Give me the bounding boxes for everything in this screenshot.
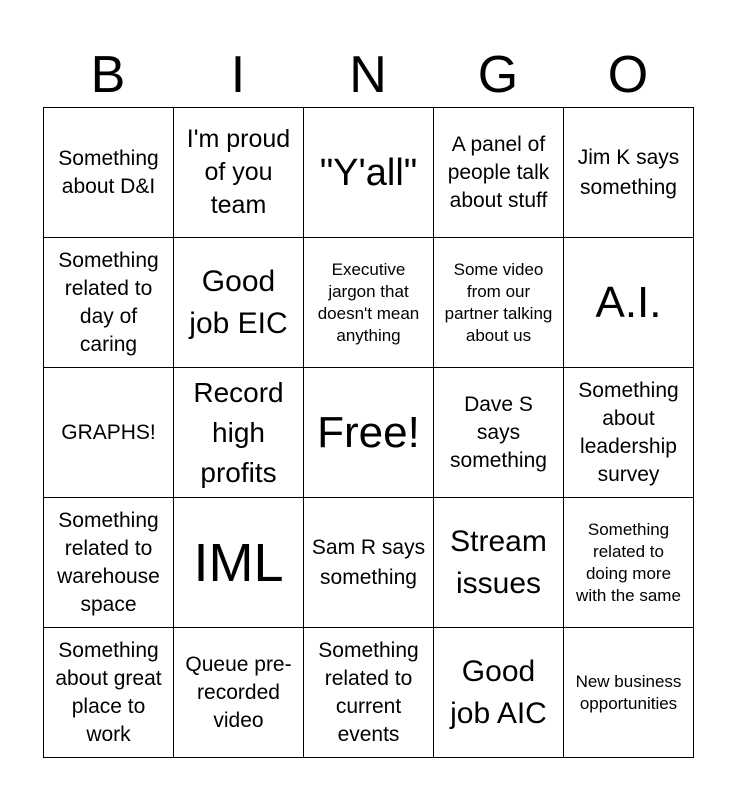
- cell-text: Something about great place to work: [55, 638, 162, 746]
- bingo-cell-r4c5[interactable]: [563, 497, 693, 627]
- bingo-cell-r5c5[interactable]: [563, 627, 693, 757]
- header-letter-n: N: [349, 46, 387, 104]
- cell-text: Good job AIC: [450, 654, 547, 730]
- cell-text: Something related to day of caring: [58, 248, 159, 356]
- bingo-cell-r4c3[interactable]: [303, 497, 433, 627]
- bingo-cell-r3c2[interactable]: [173, 367, 303, 497]
- cell-text: A panel of people talk about stuff: [447, 132, 550, 212]
- bingo-cell-r3c3[interactable]: [303, 367, 433, 497]
- cell-text: Something related to doing more with the same: [576, 519, 681, 605]
- bingo-cell-r4c2[interactable]: [173, 497, 303, 627]
- bingo-cell-r1c2[interactable]: [173, 107, 303, 237]
- cell-text: Record high profits: [193, 376, 284, 488]
- bingo-cell-r1c1[interactable]: [43, 107, 173, 237]
- bingo-cell-r2c3[interactable]: [303, 237, 433, 367]
- cell-text: GRAPHS!: [61, 420, 156, 444]
- header-letter-g: G: [477, 46, 519, 104]
- cell-text: Executive jargon that doesn't mean anything: [317, 259, 420, 345]
- bingo-cell-r4c1[interactable]: [43, 497, 173, 627]
- bingo-board: [43, 107, 694, 758]
- cell-text: Sam R says something: [311, 535, 426, 589]
- cell-text: I'm proud of you team: [186, 125, 291, 219]
- bingo-cell-r5c3[interactable]: [303, 627, 433, 757]
- header-letter-b: B: [90, 46, 126, 104]
- bingo-cell-r5c2[interactable]: [173, 627, 303, 757]
- bingo-cell-r2c5[interactable]: [563, 237, 693, 367]
- bingo-cell-r5c4[interactable]: [433, 627, 563, 757]
- cell-text: IML: [193, 532, 284, 593]
- bingo-cell-r2c4[interactable]: [433, 237, 563, 367]
- cell-text: Free!: [317, 407, 420, 457]
- cell-text: Jim K says something: [577, 145, 680, 199]
- bingo-cell-r1c3[interactable]: [303, 107, 433, 237]
- cell-text: Something about leadership survey: [578, 378, 679, 486]
- bingo-cell-r3c4[interactable]: [433, 367, 563, 497]
- cell-text: New business opportunities: [575, 671, 682, 713]
- bingo-cell-r1c4[interactable]: [433, 107, 563, 237]
- bingo-cell-r4c4[interactable]: [433, 497, 563, 627]
- cell-text: A.I.: [595, 277, 662, 327]
- bingo-cell-r2c1[interactable]: [43, 237, 173, 367]
- cell-text: Something related to warehouse space: [57, 508, 160, 616]
- cell-text: Some video from our partner talking about us: [444, 259, 553, 345]
- cell-text: Something related to current events: [318, 638, 419, 746]
- cell-text: Something about D&I: [58, 146, 159, 198]
- bingo-cell-r3c5[interactable]: [563, 367, 693, 497]
- bingo-cell-r5c1[interactable]: [43, 627, 173, 757]
- cell-text: Stream issues: [450, 524, 547, 600]
- bingo-header: [43, 44, 693, 106]
- cell-text: Queue pre-recorded video: [185, 652, 292, 732]
- bingo-cell-r1c5[interactable]: [563, 107, 693, 237]
- cell-text: Dave S says something: [450, 392, 547, 472]
- header-letter-i: I: [230, 46, 246, 104]
- cell-text: Good job EIC: [189, 264, 288, 340]
- cell-text: "Y'all": [319, 151, 418, 194]
- bingo-cell-r2c2[interactable]: [173, 237, 303, 367]
- bingo-cell-r3c1[interactable]: [43, 367, 173, 497]
- header-letter-o: O: [607, 46, 649, 104]
